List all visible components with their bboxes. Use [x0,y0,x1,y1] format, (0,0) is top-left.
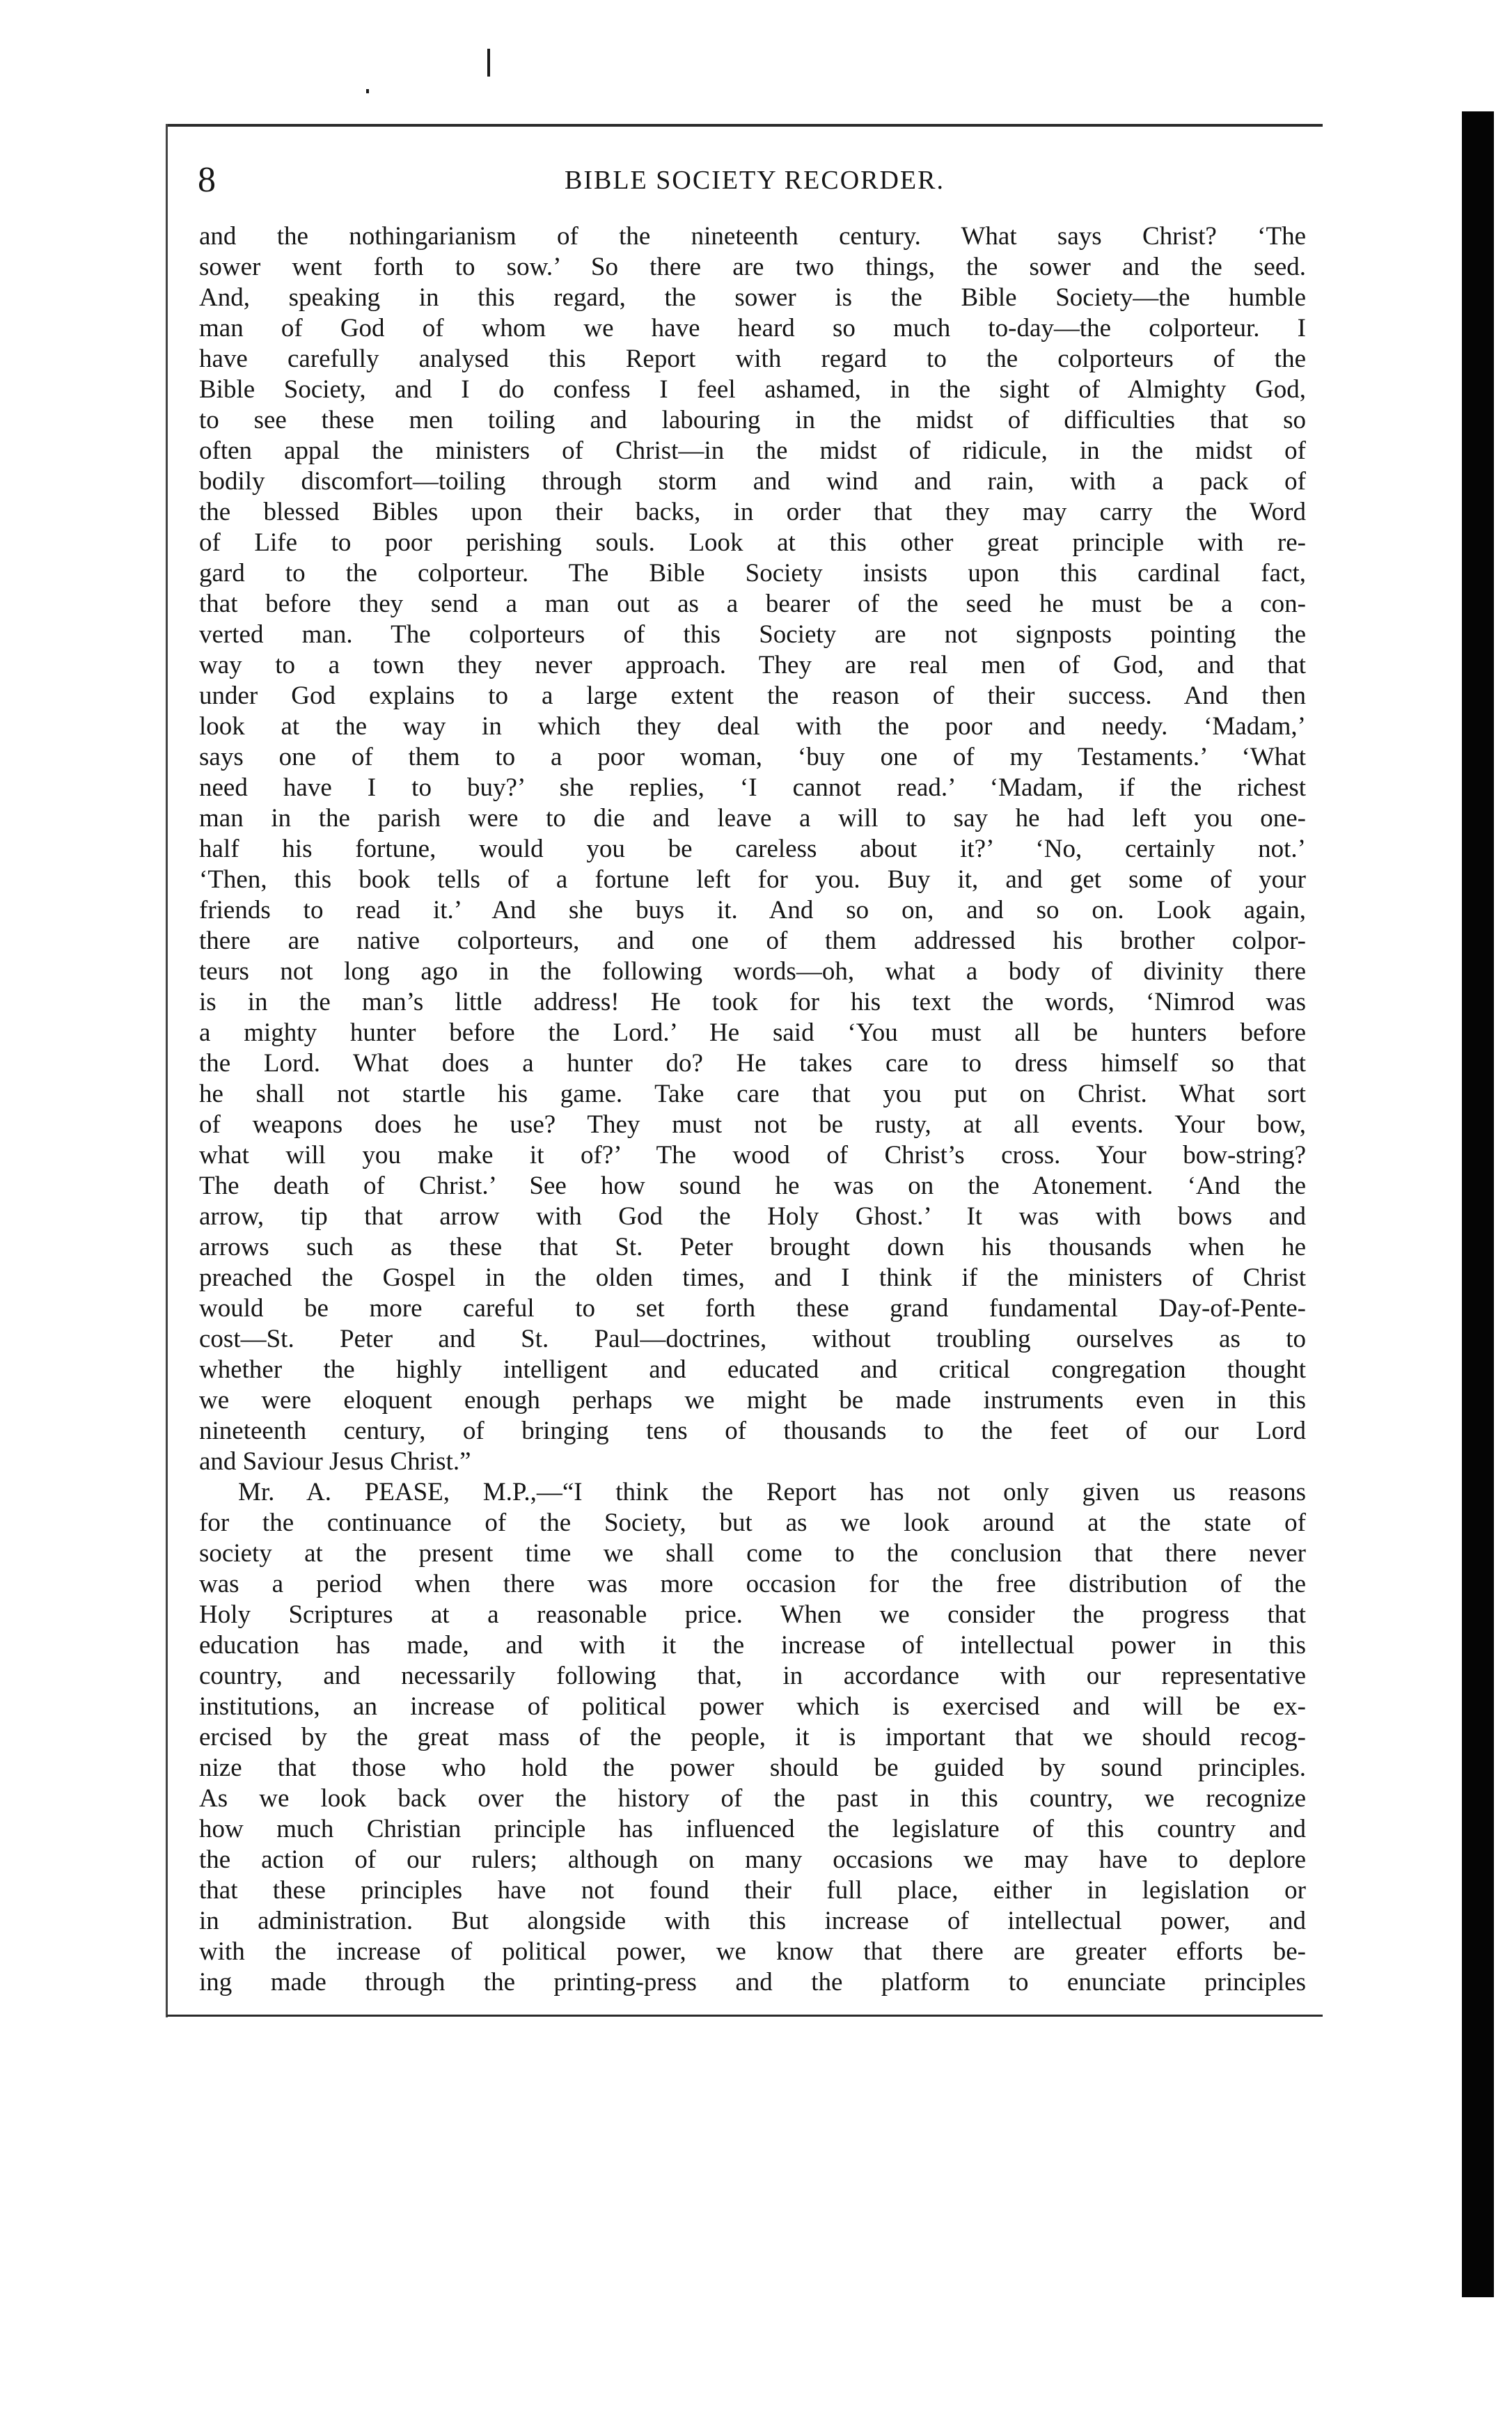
text-line: arrows such as these that St. Peter brought down his thousands when he [199,1233,1306,1261]
text-line: gard to the colporteur. The Bible Society insists upon this cardinal fact, [199,559,1306,588]
text-line: and Saviour Jesus Christ.” [199,1447,471,1476]
text-line: bodily discomfort—toiling through storm and wind and rain, with a pack of [199,467,1306,496]
text-line: with the increase of political power, we know that there are greater efforts be- [199,1937,1306,1966]
scan-speck [366,89,369,93]
text-line: what will you make it of?’ The wood of Christ’s cross. Your bow-string? [199,1141,1306,1169]
text-line: the Lord. What does a hunter do? He takes care to dress himself so that [199,1049,1306,1078]
text-line: teurs not long ago in the following words—oh, what a body of divinity there [199,957,1306,986]
text-line: As we look back over the history of the past in this country, we recognize [199,1784,1306,1813]
text-line: man of God of whom we have heard so much to-day—the colporteur. I [199,314,1306,342]
text-line: nize that those who hold the power should be guided by sound principles. [199,1754,1306,1782]
running-title: BIBLE SOCIETY RECORDER. [565,166,945,195]
text-line: country, and necessarily following that, in accordance with our representative [199,1662,1306,1690]
text-line: Mr. A. PEASE, M.P.,—“I think the Report has not only given us reasons [238,1478,1306,1506]
text-line: ‘Then, this book tells of a fortune left for you. Buy it, and get some of your [199,865,1306,894]
text-line: cost—St. Peter and St. Paul—doctrines, without troubling ourselves as to [199,1325,1306,1353]
text-line: was a period when there was more occasion for the free distribution of the [199,1570,1306,1598]
text-line: under God explains to a large extent the reason of their success. And then [199,682,1306,710]
text-line: we were eloquent enough perhaps we might be made instruments even in this [199,1386,1306,1415]
bottom-rule [167,2015,1323,2017]
text-line: often appal the ministers of Christ—in the midst of ridicule, in the midst of [199,436,1306,465]
text-line: have carefully analysed this Report with regard to the colporteurs of the [199,345,1306,373]
text-line: society at the present time we shall come to the conclusion that there never [199,1539,1306,1568]
text-line: education has made, and with it the increase of intellectual power in this [199,1631,1306,1660]
text-line: sower went forth to sow.’ So there are two things, the sower and the seed. [199,253,1306,281]
text-line: for the continuance of the Society, but as we look around at the state of [199,1509,1306,1537]
text-line: the action of our rulers; although on many occasions we may have to deplore [199,1845,1306,1874]
text-line: is in the man’s little address! He took for his text the words, ‘Nimrod was [199,988,1306,1016]
text-line: nineteenth century, of bringing tens of thousands to the feet of our Lord [199,1417,1306,1445]
text-line: says one of them to a poor woman, ‘buy one of my Testaments.’ ‘What [199,743,1306,771]
text-line: there are native colporteurs, and one of them addressed his brother colpor- [199,927,1306,955]
text-line: and the nothingarianism of the nineteenth century. What says Christ? ‘The [199,222,1306,251]
text-line: the blessed Bibles upon their backs, in order that they may carry the Word [199,498,1306,526]
text-line: of weapons does he use? They must not be rusty, at all events. Your bow, [199,1110,1306,1139]
text-line: Holy Scriptures at a reasonable price. When we consider the progress that [199,1600,1306,1629]
text-line: man in the parish were to die and leave a will to say he had left you one- [199,804,1306,833]
text-line: friends to read it.’ And she buys it. And so on, and so on. Look again, [199,896,1306,924]
text-line: institutions, an increase of political power which is exercised and will be ex- [199,1692,1306,1721]
text-line: arrow, tip that arrow with God the Holy Ghost.’ It was with bows and [199,1202,1306,1231]
text-line: that these principles have not found their full place, either in legislation or [199,1876,1306,1905]
text-line: Bible Society, and I do confess I feel ashamed, in the sight of Almighty God, [199,375,1306,404]
page-header [198,156,1312,205]
text-line: need have I to buy?’ she replies, ‘I cannot read.’ ‘Madam, if the richest [199,773,1306,802]
text-line: And, speaking in this regard, the sower is the Bible Society—the humble [199,283,1306,312]
scan-edge-bar [1462,111,1494,2297]
text-line: way to a town they never approach. They are real men of God, and that [199,651,1306,679]
text-line: would be more careful to set forth these grand fundamental Day-of-Pente- [199,1294,1306,1323]
text-line: look at the way in which they deal with the poor and needy. ‘Madam,’ [199,712,1306,741]
top-rule [167,124,1323,127]
article-body [199,221,1306,1998]
text-line: to see these men toiling and labouring in the midst of difficulties that so [199,406,1306,434]
text-line: that before they send a man out as a bearer of the seed he must be a con- [199,590,1306,618]
text-line: how much Christian principle has influenced the legislature of this country and [199,1815,1306,1843]
text-line: verted man. The colporteurs of this Society are not signposts pointing the [199,620,1306,649]
text-line: half his fortune, would you be careless about it?’ ‘No, certainly not.’ [199,835,1306,863]
text-line: of Life to poor perishing souls. Look at this other great principle with re- [199,528,1306,557]
page-number: 8 [198,160,216,200]
text-line: ercised by the great mass of the people, it is important that we should recog- [199,1723,1306,1751]
text-line: The death of Christ.’ See how sound he was on the Atonement. ‘And the [199,1172,1306,1200]
text-line: whether the highly intelligent and educated and critical congregation thought [199,1355,1306,1384]
scan-speck [487,49,490,77]
text-line: in administration. But alongside with this increase of intellectual power, and [199,1907,1306,1935]
text-line: preached the Gospel in the olden times, and I think if the ministers of Christ [199,1263,1306,1292]
text-line: a mighty hunter before the Lord.’ He said ‘You must all be hunters before [199,1018,1306,1047]
left-page-edge [166,124,168,2017]
text-line: he shall not startle his game. Take care that you put on Christ. What sort [199,1080,1306,1108]
text-line: ing made through the printing-press and the platform to enunciate principles [199,1968,1306,1996]
